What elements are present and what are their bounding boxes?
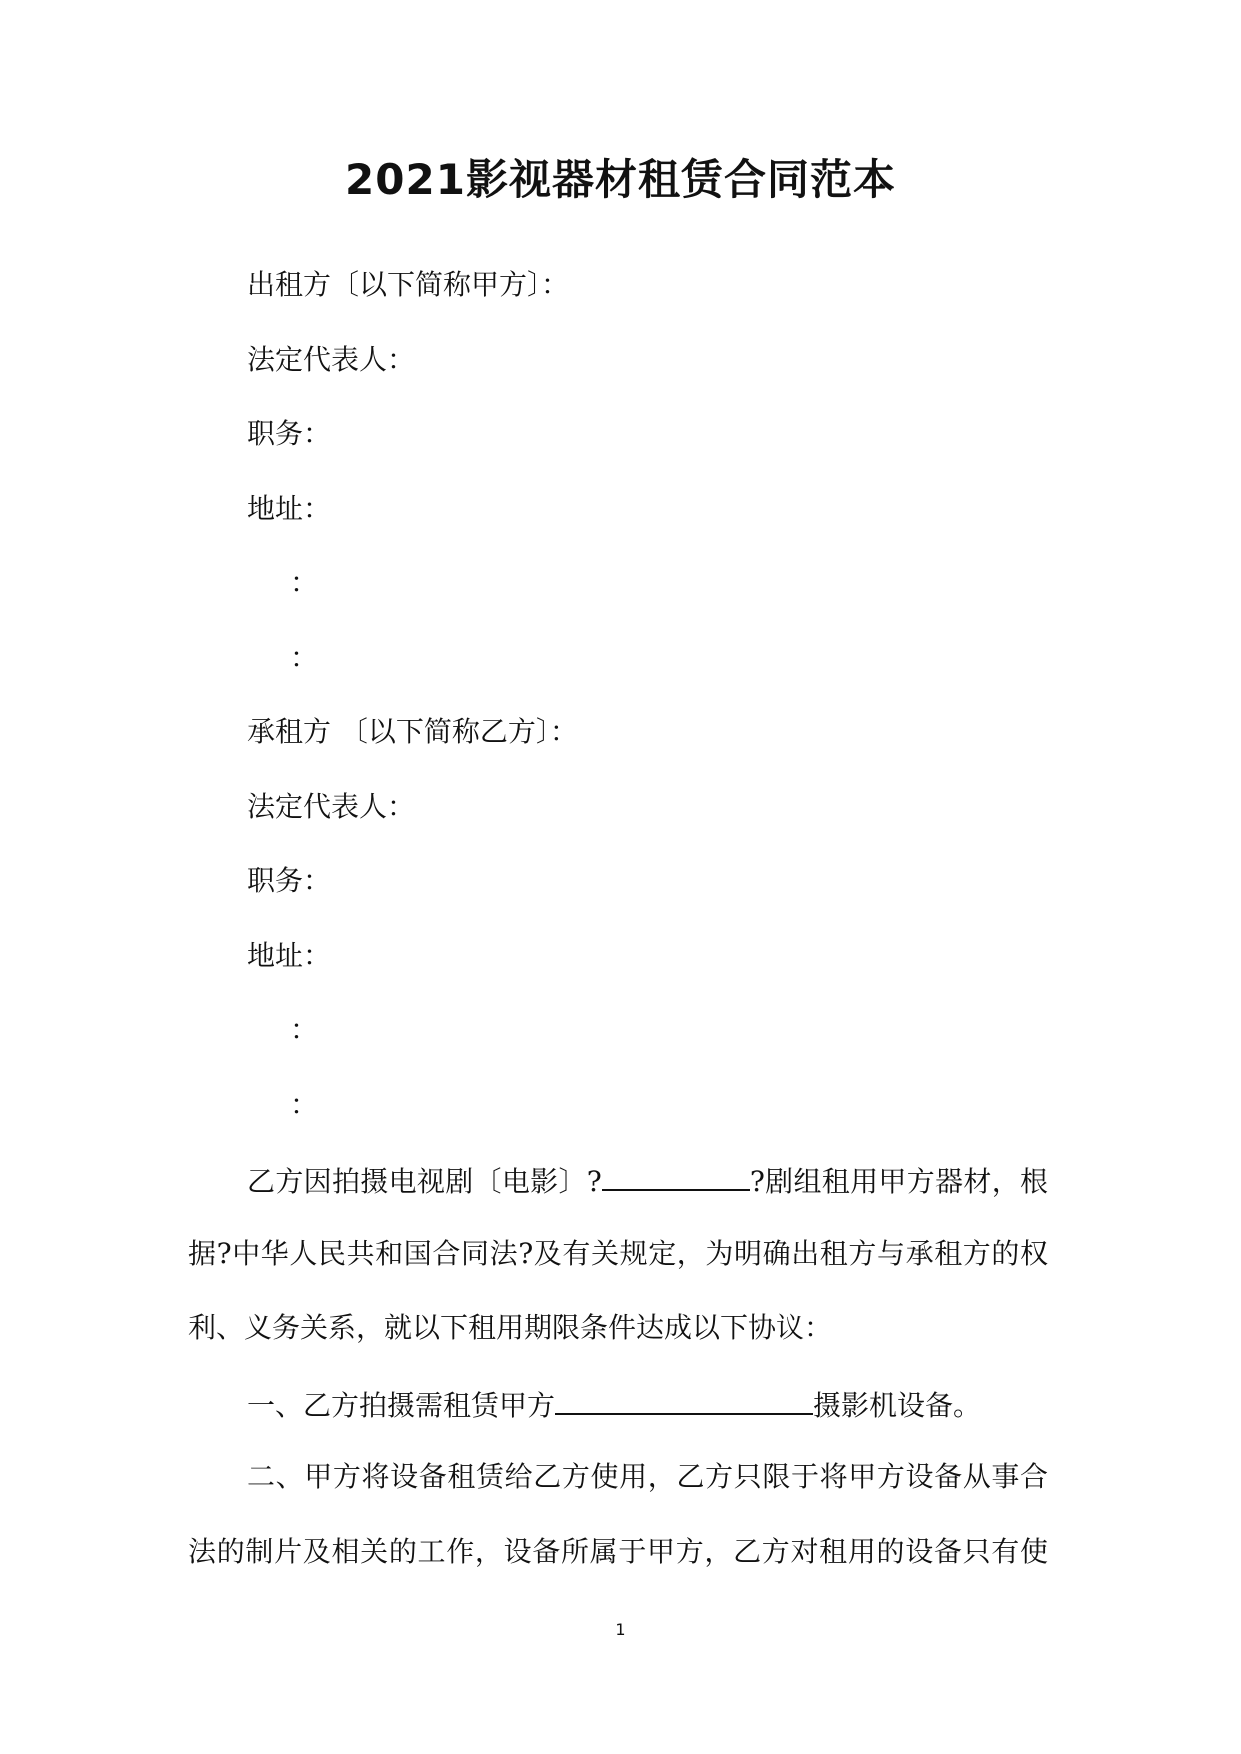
lessor-field-2: ： [290, 641, 319, 674]
clause-1 [247, 1383, 981, 1426]
preamble-text-after-blank: ?剧组租用甲方器材，根 [749, 1165, 1049, 1198]
lessee-legal-rep: 法定代表人： [247, 790, 416, 823]
lessor-address: 地址： [247, 492, 332, 525]
lessee-position: 职务： [247, 864, 332, 897]
page-number: 1 [615, 1620, 626, 1639]
lessee-address: 地址： [247, 939, 332, 972]
preamble-text-before-blank: 乙方因拍摄电视剧〔电影〕? [247, 1165, 602, 1198]
equipment-blank [555, 1383, 813, 1415]
clause-1-text-before-blank: 一、乙方拍摄需租赁甲方 [247, 1389, 556, 1422]
clause-2-line-2: 法的制片及相关的工作，设备所属于甲方，乙方对租用的设备只有使 [188, 1535, 1048, 1568]
lessee-field-1: ： [290, 1013, 319, 1046]
lessee-field-2: ： [290, 1088, 319, 1121]
preamble-line-2: 据?中华人民共和国合同法?及有关规定，为明确出租方与承租方的权 [188, 1237, 1048, 1270]
drama-title-blank [602, 1159, 750, 1191]
lessor-field-1: ： [290, 566, 319, 599]
lessor-position: 职务： [247, 417, 332, 450]
lessee-heading: 承租方 〔以下简称乙方〕： [247, 715, 578, 748]
lessor-legal-rep: 法定代表人： [247, 343, 416, 376]
clause-1-text-after-blank: 摄影机设备。 [813, 1389, 982, 1422]
clause-2-line-1: 二、甲方将设备租赁给乙方使用，乙方只限于将甲方设备从事合 [247, 1460, 1048, 1493]
lessor-heading: 出租方〔以下简称甲方〕： [247, 268, 570, 301]
preamble-line-1 [247, 1159, 1048, 1202]
document-title: 2021影视器材租赁合同范本 [345, 155, 896, 204]
preamble-line-3: 利、义务关系，就以下租用期限条件达成以下协议： [188, 1311, 833, 1344]
